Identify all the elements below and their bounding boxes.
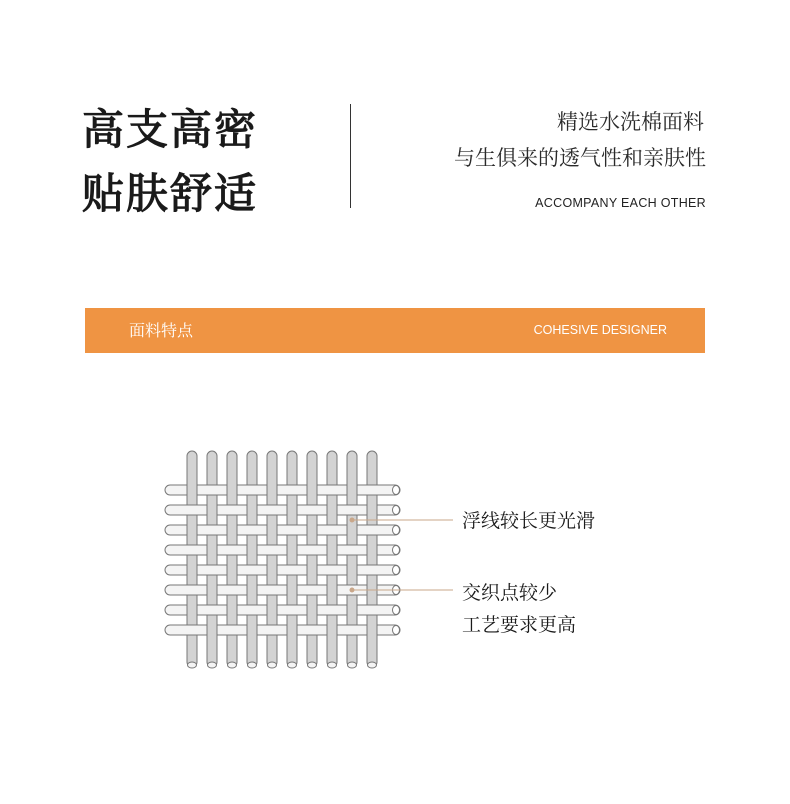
weave-crossing-over xyxy=(287,623,297,637)
weave-crossing-over xyxy=(227,603,237,617)
weave-crossing-over xyxy=(187,483,197,497)
weave-crossing-over xyxy=(207,543,217,557)
weave-crossing-over xyxy=(267,603,277,617)
weave-crossing-over xyxy=(247,503,257,517)
horizontal-thread xyxy=(165,485,400,495)
horizontal-thread xyxy=(165,625,400,635)
weave-crossing-over xyxy=(307,523,317,537)
weave-crossing-over xyxy=(367,623,377,637)
weave-crossing-over xyxy=(327,583,337,597)
weave-crossing-over xyxy=(287,543,297,557)
horizontal-thread-end xyxy=(393,486,400,495)
weave-crossing-over xyxy=(187,563,197,577)
weave-crossing-over xyxy=(247,623,257,637)
vertical-thread-end xyxy=(308,662,317,668)
weave-crossing-over xyxy=(207,503,217,517)
horizontal-thread-end xyxy=(393,626,400,635)
horizontal-thread xyxy=(165,505,400,515)
headline xyxy=(82,98,322,226)
horizontal-thread-end xyxy=(393,546,400,555)
weave-crossing-over xyxy=(367,583,377,597)
horizontal-thread-end xyxy=(393,526,400,535)
horizontal-thread-body xyxy=(165,485,400,495)
weave-crossing-over xyxy=(227,523,237,537)
horizontal-thread-end xyxy=(393,586,400,595)
vertical-thread-end xyxy=(368,662,377,668)
callout-intersection-label-1: 交织点较少 xyxy=(462,582,558,604)
weave-crossing-over xyxy=(307,563,317,577)
weave-crossing-over xyxy=(367,503,377,517)
weave-crossing-over xyxy=(327,543,337,557)
weave-crossing-over xyxy=(267,483,277,497)
vertical-thread-end xyxy=(348,662,357,668)
weave-crossing-over xyxy=(347,483,357,497)
weave-crossing-over xyxy=(247,543,257,557)
section-title: 面料特点 xyxy=(129,321,194,340)
horizontal-thread-end xyxy=(393,506,400,515)
weave-crossing-over xyxy=(267,523,277,537)
vertical-thread-end xyxy=(268,662,277,668)
weave-crossing-over xyxy=(227,563,237,577)
weave-crossing-over xyxy=(327,623,337,637)
weave-crossing-over xyxy=(267,563,277,577)
vertical-thread-end xyxy=(208,662,217,668)
weave-crossing-over xyxy=(307,483,317,497)
horizontal-thread-body xyxy=(165,625,400,635)
horizontal-thread xyxy=(165,565,400,575)
intro-block xyxy=(346,104,706,210)
horizontal-thread-end xyxy=(393,566,400,575)
weave-crossing-over xyxy=(287,583,297,597)
weave-crossing-over xyxy=(327,503,337,517)
horizontal-thread xyxy=(165,525,400,535)
weave-crossing-over xyxy=(207,623,217,637)
horizontal-thread xyxy=(165,605,400,615)
horizontal-thread-body xyxy=(165,525,400,535)
vertical-thread-end xyxy=(248,662,257,668)
horizontal-thread xyxy=(165,545,400,555)
intro-line-1: 精选水洗棉面料 xyxy=(557,110,704,134)
vertical-thread-end xyxy=(288,662,297,668)
weave-crossing-over xyxy=(247,583,257,597)
headline-line-2: 贴肤舒适 xyxy=(82,169,259,218)
callout-intersection-label-2: 工艺要求更高 xyxy=(462,614,577,636)
plain-weave-fabric-illustration xyxy=(155,445,475,675)
callout-float-label: 浮线较长更光滑 xyxy=(462,510,596,532)
horizontal-thread-body xyxy=(165,505,400,515)
horizontal-thread xyxy=(165,585,400,595)
weave-crossing-over xyxy=(347,523,357,537)
horizontal-thread-body xyxy=(165,545,400,555)
weave-crossing-over xyxy=(347,603,357,617)
weave-crossing-over xyxy=(207,583,217,597)
section-title-bar xyxy=(85,308,705,353)
vertical-thread-end xyxy=(228,662,237,668)
vertical-thread-end xyxy=(328,662,337,668)
weave-crossing-over xyxy=(287,503,297,517)
intro-english-tagline: ACCOMPANY EACH OTHER xyxy=(535,196,706,210)
section-english-title: COHESIVE DESIGNER xyxy=(533,323,667,337)
vertical-thread-end xyxy=(188,662,197,668)
horizontal-thread-body xyxy=(165,605,400,615)
horizontal-thread-body xyxy=(165,585,400,595)
intro-line-2: 与生俱来的透气性和亲肤性 xyxy=(454,146,706,170)
weave-crossing-over xyxy=(187,603,197,617)
weave-crossing-over xyxy=(187,523,197,537)
weave-crossing-over xyxy=(227,483,237,497)
horizontal-thread-body xyxy=(165,565,400,575)
horizontal-thread-end xyxy=(393,606,400,615)
weave-crossing-over xyxy=(367,543,377,557)
weave-svg xyxy=(155,445,475,675)
headline-line-1: 高支高密 xyxy=(82,105,259,154)
weave-crossing-over xyxy=(347,563,357,577)
weave-crossing-over xyxy=(307,603,317,617)
